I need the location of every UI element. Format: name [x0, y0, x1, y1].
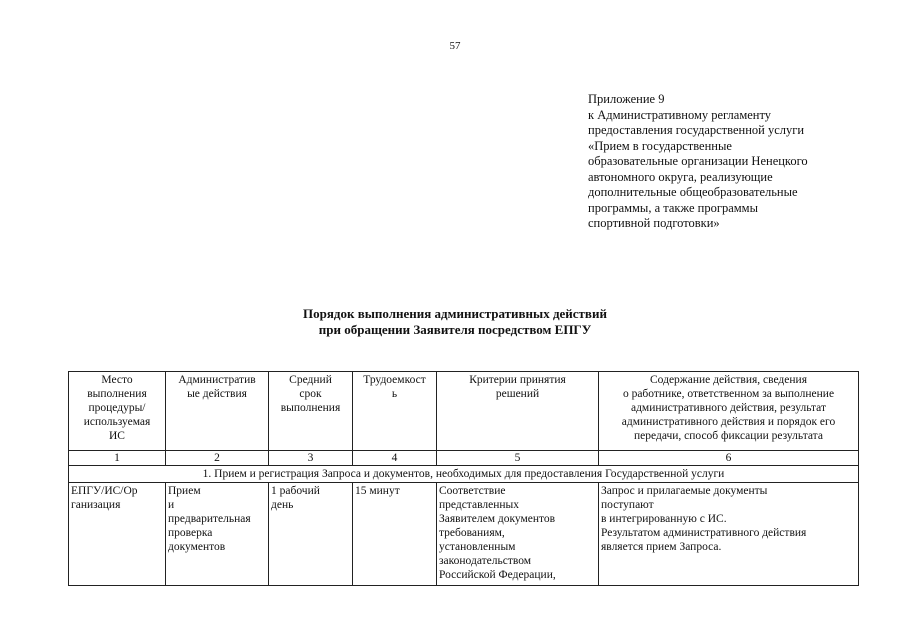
text-line: установленным — [439, 541, 516, 553]
text-line: требованиям, — [439, 527, 505, 539]
header-cell-actions — [166, 372, 269, 451]
cell-term — [269, 483, 353, 586]
text-line: поступают — [601, 499, 654, 511]
text-line: процедуры/ — [88, 402, 146, 414]
appendix-line: предоставления государственной услуги — [588, 123, 805, 137]
cell-lines — [355, 484, 434, 498]
text-line: выполнения — [280, 402, 341, 414]
appendix-note — [588, 92, 888, 232]
text-line: срок — [299, 388, 322, 400]
title-line-2: при обращении Заявителя посредством ЕПГУ — [318, 322, 592, 337]
column-number-row — [69, 451, 859, 466]
header-lines — [355, 373, 434, 401]
header-lines — [168, 373, 266, 401]
text-line: 15 минут — [355, 485, 400, 497]
text-line: используемая — [83, 416, 151, 428]
text-line: Трудоемкост — [363, 374, 426, 386]
text-line: административного действия, результат — [630, 402, 827, 414]
text-line: ые действия — [187, 388, 247, 400]
page-number: 57 — [449, 40, 461, 52]
text-line: решений — [495, 388, 540, 400]
text-line: Административ — [178, 374, 256, 386]
column-number: 3 — [269, 451, 353, 466]
section-title: 1. Прием и регистрация Запроса и документов, необходимых для предоставления Государственной услуги — [69, 466, 859, 483]
appendix-line: Приложение 9 — [588, 92, 665, 106]
appendix-line: программы, а также программы — [588, 200, 758, 215]
column-number: 1 — [69, 451, 166, 466]
text-line: ь — [391, 388, 398, 400]
text-line: предварительная — [168, 513, 251, 525]
cell-action — [166, 483, 269, 586]
procedure-table — [68, 371, 859, 586]
text-line: ИС — [109, 430, 125, 442]
text-line: и — [168, 499, 175, 511]
appendix-line: образовательные организации Ненецкого — [588, 154, 808, 168]
header-lines — [439, 373, 596, 401]
text-line: Соответствие — [439, 485, 506, 497]
cell-lines — [601, 484, 856, 554]
text-line: день — [271, 499, 294, 511]
header-cell-labor — [353, 372, 437, 451]
text-line: Результатом административного действия — [601, 527, 807, 539]
title-line-1: Порядок выполнения административных действий — [303, 306, 607, 321]
column-number: 6 — [599, 451, 859, 466]
text-line: Средний — [289, 374, 332, 386]
text-line: административного действия и порядок его — [621, 416, 836, 428]
cell-lines — [271, 484, 350, 512]
text-line: проверка — [168, 527, 213, 539]
text-line: Заявителем документов — [439, 513, 556, 525]
text-line: о работнике, ответственном за выполнение — [622, 388, 835, 400]
text-line: законодательством — [439, 555, 532, 567]
appendix-line: дополнительные общеобразовательные — [588, 185, 798, 199]
text-line: Запрос и прилагаемые документы — [601, 485, 768, 497]
appendix-line: спортивной подготовки» — [588, 216, 720, 230]
text-line: Содержание действия, сведения — [650, 374, 807, 386]
cell-lines — [168, 484, 266, 554]
cell-labor — [353, 483, 437, 586]
header-lines — [271, 373, 350, 415]
cell-criteria — [437, 483, 599, 586]
text-line: 1 рабочий — [271, 485, 320, 497]
text-line: представленных — [439, 499, 519, 511]
cell-place — [69, 483, 166, 586]
table-row — [69, 483, 859, 586]
column-number: 5 — [437, 451, 599, 466]
document-title — [150, 306, 760, 338]
header-cell-term — [269, 372, 353, 451]
text-line: Критерии принятия — [469, 374, 566, 386]
text-line: ганизация — [71, 499, 121, 511]
text-line: ЕПГУ/ИС/Ор — [71, 485, 138, 497]
text-line: документов — [168, 541, 226, 553]
column-number: 4 — [353, 451, 437, 466]
cell-lines — [71, 484, 163, 512]
header-cell-criteria — [437, 372, 599, 451]
appendix-line: автономного округа, реализующие — [588, 169, 773, 184]
header-cell-content — [599, 372, 859, 451]
appendix-line: к Административному регламенту — [588, 107, 772, 122]
text-line: Российской Федерации, — [439, 569, 556, 581]
column-number: 2 — [166, 451, 269, 466]
header-cell-place — [69, 372, 166, 451]
cell-lines — [439, 484, 596, 582]
text-line: Место — [101, 374, 133, 386]
text-line: в интегрированную с ИС. — [601, 513, 727, 525]
text-line: является прием Запроса. — [601, 541, 722, 553]
table-header-row — [69, 372, 859, 451]
text-line: Прием — [168, 485, 201, 497]
text-line: выполнения — [87, 388, 147, 400]
text-line: передачи, способ фиксации результата — [634, 430, 823, 442]
header-lines — [601, 373, 856, 443]
section-row — [69, 466, 859, 483]
header-lines — [71, 373, 163, 443]
cell-content — [599, 483, 859, 586]
appendix-line: «Прием в государственные — [588, 138, 732, 153]
